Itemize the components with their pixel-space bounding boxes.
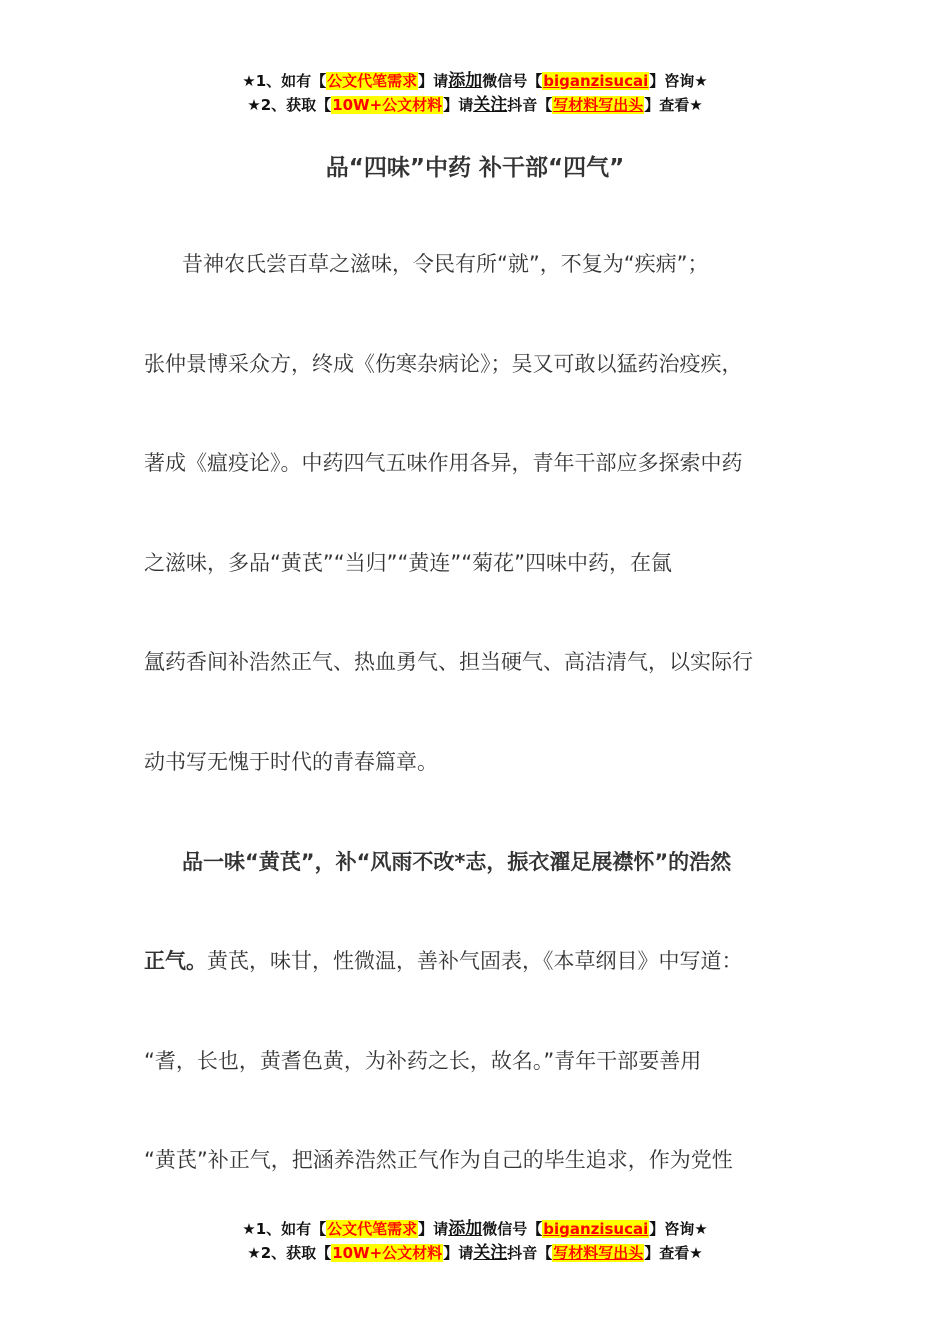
banner-line-1-suffix: 】咨询★	[649, 1220, 708, 1238]
banner-line-2-highlight-douyin: 写材料写出头	[553, 1244, 644, 1262]
paragraph-line: 著成《瘟疫论》。中药四气五味作用各异，青年干部应多探索中药	[144, 451, 743, 476]
banner-line-2-highlight-douyin: 写材料写出头	[553, 96, 644, 114]
banner-line-2-highlight-materials: 10W+公文材料	[332, 1244, 443, 1262]
banner-line-1-highlight-wechat: biganzisucai	[543, 1220, 649, 1238]
banner-line-1-prefix: ★1、如有【	[242, 1220, 327, 1238]
paragraph-line: 氲药香间补浩然正气、热血勇气、担当硬气、高洁清气，以实际行	[144, 650, 753, 675]
banner-line-1-highlight-service: 公文代笔需求	[327, 1220, 418, 1238]
banner-line-1-emphasis: 添加	[448, 71, 483, 91]
banner-line-2-suffix: 】查看★	[644, 1244, 703, 1262]
banner-line-2-emphasis: 关注	[473, 95, 508, 115]
banner-line-1-suffix: 】咨询★	[649, 72, 708, 90]
document-body	[144, 242, 808, 1238]
paragraph-line: 昔神农氏尝百草之滋味，令民有所“就”，不复为“疾病”；	[182, 252, 709, 276]
paragraph-text: 黄芪，味甘，性微温，善补气固表，《本草纲目》中写道：	[207, 949, 743, 974]
banner-line-1-highlight-service: 公文代笔需求	[327, 72, 418, 90]
section-heading-line: 品一味“黄芪”，补“风雨不改*志，振衣濯足展襟怀”的浩然	[182, 849, 732, 874]
header-banner	[0, 69, 950, 117]
banner-line-2-text-2: 抖音【	[507, 96, 553, 114]
banner-line-2-prefix: ★2、获取【	[247, 96, 332, 114]
banner-line-1-text: 】请	[418, 1220, 449, 1238]
banner-line-1	[0, 1217, 950, 1241]
banner-line-2-suffix: 】查看★	[644, 96, 703, 114]
footer-banner	[0, 1217, 950, 1265]
banner-line-1-prefix: ★1、如有【	[242, 72, 327, 90]
paragraph-line: “黄芪”补正气，把涵养浩然正气作为自己的毕生追求，作为党性	[144, 1148, 733, 1173]
banner-line-2	[0, 1241, 950, 1265]
banner-line-2-text-2: 抖音【	[507, 1244, 553, 1262]
banner-line-1-highlight-wechat: biganzisucai	[543, 72, 649, 90]
paragraph-line: “耆，长也，黄耆色黄，为补药之长，故名。”青年干部要善用	[144, 1048, 702, 1073]
banner-line-1-text-2: 微信号【	[482, 72, 543, 90]
banner-line-1	[0, 69, 950, 93]
paragraph-line: 之滋味，多品“黄芪”“当归”“黄连”“菊花”四味中药，在氤	[144, 550, 673, 575]
banner-line-2-prefix: ★2、获取【	[247, 1244, 332, 1262]
banner-line-2	[0, 93, 950, 117]
banner-line-1-text: 】请	[418, 72, 449, 90]
banner-line-2-emphasis: 关注	[473, 1243, 508, 1263]
document-title: 品“四味”中药 补干部“四气”	[325, 155, 625, 181]
paragraph-line	[144, 939, 808, 1039]
section-heading-end: 正气。	[144, 949, 207, 974]
banner-line-1-text-2: 微信号【	[482, 1220, 543, 1238]
paragraph-line: 动书写无愧于时代的青春篇章。	[144, 749, 438, 774]
banner-line-1-emphasis: 添加	[448, 1219, 483, 1239]
banner-line-2-text: 】请	[443, 1244, 474, 1262]
banner-line-2-text: 】请	[443, 96, 474, 114]
paragraph-line: 张仲景博采众方，终成《伤寒杂病论》；吴又可敢以猛药治疫疾，	[144, 351, 743, 376]
banner-line-2-highlight-materials: 10W+公文材料	[332, 96, 443, 114]
